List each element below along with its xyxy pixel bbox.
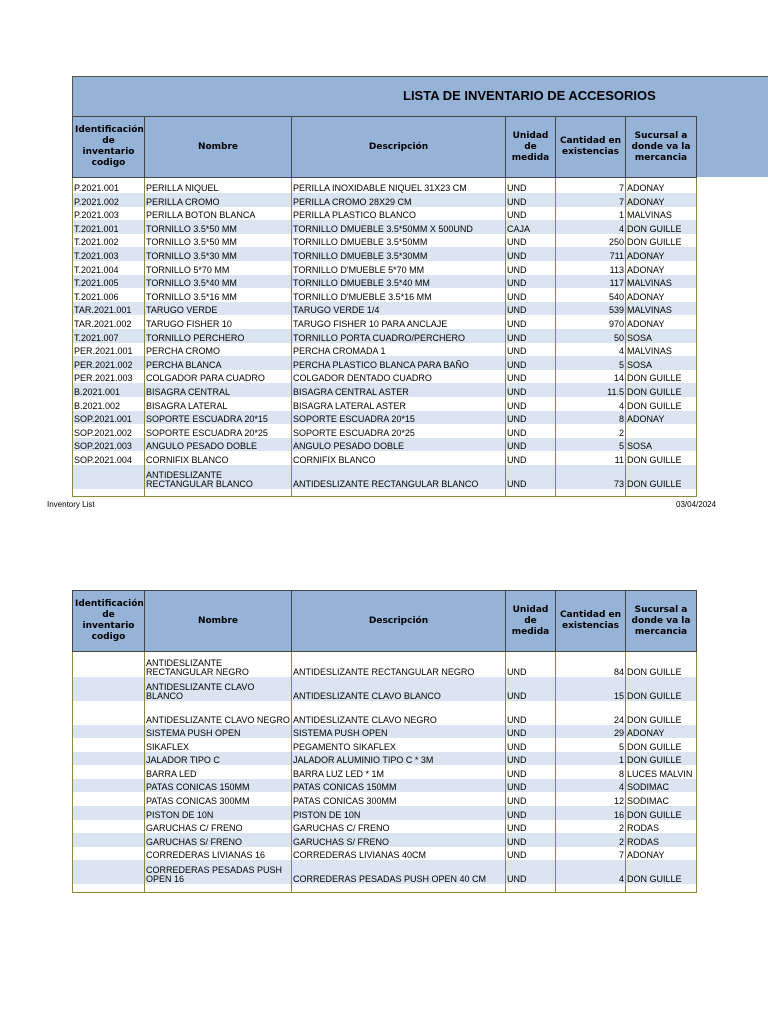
cell-cantidad: 4 — [556, 397, 626, 411]
cell-cantidad: 84 — [556, 653, 626, 677]
cell-sucursal: MALVINAS — [626, 207, 697, 221]
cell-descripcion: GARUCHAS S/ FRENO — [292, 833, 506, 847]
cell-descripcion: GARUCHAS C/ FRENO — [292, 820, 506, 834]
header-cantidad: Cantidad en existencias — [556, 591, 626, 652]
header-nombre: Nombre — [145, 591, 292, 652]
cell-sucursal: DON GUILLE — [626, 752, 697, 766]
end-cell — [73, 884, 145, 892]
cell-codigo: PER.2021.003 — [73, 370, 145, 384]
cell-unidad: UND — [506, 847, 556, 861]
table-row — [73, 765, 697, 779]
cell-nombre: SIKAFLEX — [145, 738, 292, 752]
cell-nombre: TARUGO VERDE — [145, 302, 292, 316]
cell-sucursal: ADONAY — [626, 261, 697, 275]
header-nombre: Nombre — [145, 117, 292, 178]
footer-date: 03/04/2024 — [676, 500, 717, 509]
cell-cantidad: 7 — [556, 193, 626, 207]
cell-sucursal: SOSA — [626, 356, 697, 370]
cell-codigo: T.2021.007 — [73, 329, 145, 343]
cell-sucursal: RODAS — [626, 820, 697, 834]
table-row — [73, 356, 697, 370]
cell-sucursal: ADONAY — [626, 315, 697, 329]
cell-unidad: UND — [506, 180, 556, 194]
cell-nombre: PISTON DE 10N — [145, 806, 292, 820]
cell-sucursal: MALVINAS — [626, 302, 697, 316]
end-cell — [292, 489, 506, 497]
cell-cantidad: 8 — [556, 765, 626, 779]
table-row — [73, 752, 697, 766]
cell-descripcion: PATAS CONICAS 300MM — [292, 792, 506, 806]
cell-sucursal: DON GUILLE — [626, 860, 697, 884]
cell-sucursal: MALVINAS — [626, 343, 697, 357]
cell-cantidad: 73 — [556, 465, 626, 489]
cell-descripcion: TORNILLO D'MUEBLE 5*70 MM — [292, 261, 506, 275]
cell-nombre: BARRA LED — [145, 765, 292, 779]
cell-cantidad: 2 — [556, 820, 626, 834]
end-cell — [145, 884, 292, 892]
cell-codigo — [73, 677, 145, 701]
table-row — [73, 820, 697, 834]
cell-sucursal: DON GUILLE — [626, 383, 697, 397]
cell-unidad: UND — [506, 356, 556, 370]
cell-nombre: CORREDERAS LIVIANAS 16 — [145, 847, 292, 861]
end-cell — [145, 489, 292, 497]
cell-codigo: SOP.2021.001 — [73, 411, 145, 425]
cell-codigo: SOP.2021.003 — [73, 438, 145, 452]
cell-sucursal: ADONAY — [626, 847, 697, 861]
cell-nombre: ANTIDESLIZANTE CLAVO BLANCO — [145, 677, 292, 701]
cell-codigo — [73, 860, 145, 884]
cell-unidad: UND — [506, 247, 556, 261]
cell-codigo: B.2021.002 — [73, 397, 145, 411]
cell-cantidad: 4 — [556, 343, 626, 357]
cell-codigo — [73, 847, 145, 861]
cell-unidad: UND — [506, 779, 556, 793]
table-row — [73, 220, 697, 234]
table-row — [73, 779, 697, 793]
cell-unidad: UND — [506, 193, 556, 207]
cell-sucursal: ADONAY — [626, 193, 697, 207]
cell-cantidad: 16 — [556, 806, 626, 820]
cell-nombre: PERILLA NIQUEL — [145, 180, 292, 194]
cell-sucursal: LUCES MALVIN — [626, 765, 697, 779]
header-codigo: Identificación de inventario codigo — [73, 591, 145, 652]
cell-descripcion: PERCHA PLASTICO BLANCA PARA BAÑO — [292, 356, 506, 370]
cell-unidad: UND — [506, 302, 556, 316]
table-row — [73, 438, 697, 452]
cell-descripcion: COLGADOR DENTADO CUADRO — [292, 370, 506, 384]
cell-codigo: T.2021.002 — [73, 234, 145, 248]
cell-cantidad: 5 — [556, 738, 626, 752]
cell-codigo: TAR.2021.001 — [73, 302, 145, 316]
cell-codigo: SOP.2021.002 — [73, 424, 145, 438]
cell-nombre: TORNILLO 3.5*50 MM — [145, 220, 292, 234]
cell-descripcion: SISTEMA PUSH OPEN — [292, 725, 506, 739]
cell-sucursal: DON GUILLE — [626, 397, 697, 411]
table-row — [73, 725, 697, 739]
cell-nombre: TARUGO FISHER 10 — [145, 315, 292, 329]
cell-unidad: UND — [506, 329, 556, 343]
cell-sucursal: DON GUILLE — [626, 370, 697, 384]
cell-nombre: TORNILLO 5*70 MM — [145, 261, 292, 275]
footer-label: Inventory List — [47, 500, 95, 509]
cell-unidad: UND — [506, 411, 556, 425]
cell-sucursal: ADONAY — [626, 411, 697, 425]
cell-nombre: TORNILLO 3.5*40 MM — [145, 275, 292, 289]
cell-unidad: UND — [506, 860, 556, 884]
cell-descripcion: ANTIDESLIZANTE RECTANGULAR BLANCO — [292, 465, 506, 489]
cell-cantidad: 970 — [556, 315, 626, 329]
table-row — [73, 465, 697, 489]
cell-codigo: T.2021.003 — [73, 247, 145, 261]
table-row — [73, 411, 697, 425]
cell-nombre: COLGADOR PARA CUADRO — [145, 370, 292, 384]
end-cell — [556, 884, 626, 892]
cell-sucursal: DON GUILLE — [626, 220, 697, 234]
cell-unidad: UND — [506, 438, 556, 452]
end-row — [73, 884, 697, 892]
table-row — [73, 261, 697, 275]
cell-unidad: UND — [506, 451, 556, 465]
table-row — [73, 451, 697, 465]
cell-descripcion: BISAGRA CENTRAL ASTER — [292, 383, 506, 397]
cell-nombre: PERILLA BOTON BLANCA — [145, 207, 292, 221]
cell-codigo: T.2021.006 — [73, 288, 145, 302]
title-banner — [72, 76, 768, 116]
table-row — [73, 806, 697, 820]
table-row — [73, 193, 697, 207]
cell-cantidad: 2 — [556, 833, 626, 847]
cell-unidad: UND — [506, 765, 556, 779]
cell-nombre: ANTIDESLIZANTE RECTANGULAR NEGRO — [145, 653, 292, 677]
cell-codigo: B.2021.001 — [73, 383, 145, 397]
header-extension — [697, 115, 768, 177]
cell-nombre: CORREDERAS PESADAS PUSH OPEN 16 — [145, 860, 292, 884]
cell-descripcion: BARRA LUZ LED * 1M — [292, 765, 506, 779]
cell-descripcion: TARUGO VERDE 1/4 — [292, 302, 506, 316]
cell-sucursal: SOSA — [626, 329, 697, 343]
cell-cantidad: 24 — [556, 701, 626, 725]
cell-cantidad: 15 — [556, 677, 626, 701]
cell-cantidad: 117 — [556, 275, 626, 289]
cell-sucursal: DON GUILLE — [626, 738, 697, 752]
table-row — [73, 860, 697, 884]
cell-nombre: TORNILLO 3.5*30 MM — [145, 247, 292, 261]
cell-descripcion: TORNILLO DMUEBLE 3.5*40 MM — [292, 275, 506, 289]
cell-nombre: BISAGRA CENTRAL — [145, 383, 292, 397]
table-row — [73, 792, 697, 806]
cell-nombre: PATAS CONICAS 150MM — [145, 779, 292, 793]
header-unidad: Unidad de medida — [506, 117, 556, 178]
cell-unidad: UND — [506, 653, 556, 677]
cell-codigo — [73, 792, 145, 806]
cell-nombre: PATAS CONICAS 300MM — [145, 792, 292, 806]
cell-descripcion: TORNILLO D'MUEBLE 3.5*16 MM — [292, 288, 506, 302]
cell-sucursal: RODAS — [626, 833, 697, 847]
cell-descripcion: SOPORTE ESCUADRA 20*25 — [292, 424, 506, 438]
cell-codigo: P.2021.001 — [73, 180, 145, 194]
cell-nombre: TORNILLO 3.5*50 MM — [145, 234, 292, 248]
cell-descripcion: ANTIDESLIZANTE CLAVO BLANCO — [292, 677, 506, 701]
header-sucursal: Sucursal a donde va la mercancia — [626, 117, 697, 178]
cell-cantidad: 50 — [556, 329, 626, 343]
cell-unidad: UND — [506, 370, 556, 384]
cell-nombre: GARUCHAS C/ FRENO — [145, 820, 292, 834]
cell-unidad: UND — [506, 738, 556, 752]
cell-nombre: SOPORTE ESCUADRA 20*15 — [145, 411, 292, 425]
cell-codigo — [73, 779, 145, 793]
cell-unidad: UND — [506, 701, 556, 725]
end-cell — [292, 884, 506, 892]
cell-sucursal: SODIMAC — [626, 779, 697, 793]
cell-nombre: SOPORTE ESCUADRA 20*25 — [145, 424, 292, 438]
cell-unidad: UND — [506, 725, 556, 739]
cell-sucursal: DON GUILLE — [626, 653, 697, 677]
cell-codigo: T.2021.004 — [73, 261, 145, 275]
cell-cantidad: 4 — [556, 220, 626, 234]
cell-codigo: T.2021.001 — [73, 220, 145, 234]
cell-cantidad: 12 — [556, 792, 626, 806]
cell-sucursal: DON GUILLE — [626, 806, 697, 820]
table-row — [73, 288, 697, 302]
cell-descripcion: SOPORTE ESCUADRA 20*15 — [292, 411, 506, 425]
table-row — [73, 302, 697, 316]
cell-descripcion: TARUGO FISHER 10 PARA ANCLAJE — [292, 315, 506, 329]
cell-cantidad: 5 — [556, 356, 626, 370]
cell-descripcion: BISAGRA LATERAL ASTER — [292, 397, 506, 411]
cell-codigo — [73, 765, 145, 779]
cell-descripcion: ANGULO PESADO DOBLE — [292, 438, 506, 452]
table-row — [73, 677, 697, 701]
cell-descripcion: PERILLA PLASTICO BLANCO — [292, 207, 506, 221]
cell-sucursal: SODIMAC — [626, 792, 697, 806]
end-row — [73, 489, 697, 497]
table-row — [73, 343, 697, 357]
cell-cantidad: 2 — [556, 424, 626, 438]
cell-nombre: ANGULO PESADO DOBLE — [145, 438, 292, 452]
cell-codigo: SOP.2021.004 — [73, 451, 145, 465]
cell-codigo — [73, 752, 145, 766]
table-row — [73, 180, 697, 194]
cell-codigo — [73, 653, 145, 677]
cell-sucursal: MALVINAS — [626, 275, 697, 289]
cell-descripcion: PERILLA CROMO 28X29 CM — [292, 193, 506, 207]
cell-cantidad: 4 — [556, 779, 626, 793]
cell-nombre: GARUCHAS S/ FRENO — [145, 833, 292, 847]
table-row — [73, 738, 697, 752]
table-row — [73, 370, 697, 384]
header-descripcion: Descripción — [292, 591, 506, 652]
cell-nombre: SISTEMA PUSH OPEN — [145, 725, 292, 739]
cell-descripcion: PATAS CONICAS 150MM — [292, 779, 506, 793]
cell-nombre: TORNILLO PERCHERO — [145, 329, 292, 343]
cell-cantidad: 4 — [556, 860, 626, 884]
cell-codigo: TAR.2021.002 — [73, 315, 145, 329]
cell-unidad: UND — [506, 207, 556, 221]
cell-cantidad: 7 — [556, 180, 626, 194]
cell-descripcion: TORNILLO PORTA CUADRO/PERCHERO — [292, 329, 506, 343]
table-row — [73, 234, 697, 248]
table-row — [73, 247, 697, 261]
cell-unidad: UND — [506, 343, 556, 357]
cell-cantidad: 29 — [556, 725, 626, 739]
cell-codigo — [73, 725, 145, 739]
end-cell — [556, 489, 626, 497]
header-unidad: Unidad de medida — [506, 591, 556, 652]
cell-codigo: P.2021.002 — [73, 193, 145, 207]
cell-sucursal: DON GUILLE — [626, 701, 697, 725]
cell-codigo: P.2021.003 — [73, 207, 145, 221]
end-cell — [626, 884, 697, 892]
cell-nombre: PERCHA BLANCA — [145, 356, 292, 370]
end-cell — [506, 489, 556, 497]
cell-unidad: UND — [506, 792, 556, 806]
cell-unidad: UND — [506, 465, 556, 489]
header-row — [73, 117, 697, 178]
cell-codigo — [73, 701, 145, 725]
cell-unidad: UND — [506, 752, 556, 766]
cell-cantidad: 5 — [556, 438, 626, 452]
end-cell — [626, 489, 697, 497]
cell-codigo — [73, 465, 145, 489]
cell-sucursal — [626, 424, 697, 438]
table-row — [73, 329, 697, 343]
table-row — [73, 833, 697, 847]
end-cell — [73, 489, 145, 497]
cell-cantidad: 711 — [556, 247, 626, 261]
cell-cantidad: 539 — [556, 302, 626, 316]
cell-sucursal: DON GUILLE — [626, 234, 697, 248]
cell-descripcion: ANTIDESLIZANTE RECTANGULAR NEGRO — [292, 653, 506, 677]
cell-nombre: ANTIDESLIZANTE CLAVO NEGRO — [145, 701, 292, 725]
cell-descripcion: TORNILLO DMUEBLE 3.5*50MM — [292, 234, 506, 248]
cell-codigo — [73, 806, 145, 820]
cell-sucursal: ADONAY — [626, 725, 697, 739]
cell-descripcion: PERILLA INOXIDABLE NIQUEL 31X23 CM — [292, 180, 506, 194]
cell-unidad: UND — [506, 397, 556, 411]
cell-sucursal: DON GUILLE — [626, 465, 697, 489]
cell-unidad: UND — [506, 261, 556, 275]
header-cantidad: Cantidad en existencias — [556, 117, 626, 178]
cell-cantidad: 540 — [556, 288, 626, 302]
cell-unidad: UND — [506, 288, 556, 302]
table-row — [73, 701, 697, 725]
end-cell — [506, 884, 556, 892]
cell-codigo — [73, 833, 145, 847]
cell-nombre: ANTIDESLIZANTE RECTANGULAR BLANCO — [145, 465, 292, 489]
cell-cantidad: 11.5 — [556, 383, 626, 397]
table-row — [73, 653, 697, 677]
cell-descripcion: ANTIDESLIZANTE CLAVO NEGRO — [292, 701, 506, 725]
cell-unidad: UND — [506, 677, 556, 701]
cell-codigo: PER.2021.001 — [73, 343, 145, 357]
cell-unidad: UND — [506, 275, 556, 289]
cell-cantidad: 11 — [556, 451, 626, 465]
table-row — [73, 207, 697, 221]
table-row — [73, 847, 697, 861]
table-row — [73, 397, 697, 411]
table-row — [73, 424, 697, 438]
cell-unidad: UND — [506, 820, 556, 834]
cell-unidad: UND — [506, 424, 556, 438]
header-row — [73, 591, 697, 652]
cell-unidad: UND — [506, 833, 556, 847]
cell-descripcion: PISTON DE 10N — [292, 806, 506, 820]
cell-codigo: T.2021.005 — [73, 275, 145, 289]
cell-descripcion: JALADOR ALUMINIO TIPO C * 3M — [292, 752, 506, 766]
cell-unidad: UND — [506, 383, 556, 397]
cell-descripcion: TORNILLO DMUEBLE 3.5*30MM — [292, 247, 506, 261]
cell-cantidad: 113 — [556, 261, 626, 275]
cell-sucursal: DON GUILLE — [626, 451, 697, 465]
cell-sucursal: SOSA — [626, 438, 697, 452]
cell-unidad: UND — [506, 234, 556, 248]
cell-sucursal: ADONAY — [626, 180, 697, 194]
cell-nombre: PERILLA CROMO — [145, 193, 292, 207]
page-title: LISTA DE INVENTARIO DE ACCESORIOS — [403, 88, 656, 103]
cell-unidad: UND — [506, 315, 556, 329]
cell-unidad: UND — [506, 806, 556, 820]
cell-codigo: PER.2021.002 — [73, 356, 145, 370]
cell-cantidad: 7 — [556, 847, 626, 861]
cell-descripcion: PERCHA CROMADA 1 — [292, 343, 506, 357]
cell-descripcion: CORREDERAS PESADAS PUSH OPEN 40 CM — [292, 860, 506, 884]
cell-sucursal: ADONAY — [626, 288, 697, 302]
table-row — [73, 383, 697, 397]
cell-nombre: CORNIFIX BLANCO — [145, 451, 292, 465]
cell-cantidad: 1 — [556, 207, 626, 221]
inventory-table-1 — [72, 116, 697, 497]
cell-codigo — [73, 820, 145, 834]
header-codigo: Identificación de inventario codigo — [73, 117, 145, 178]
table-row — [73, 275, 697, 289]
inventory-table-2 — [72, 590, 697, 893]
header-sucursal: Sucursal a donde va la mercancia — [626, 591, 697, 652]
cell-nombre: PERCHA CROMO — [145, 343, 292, 357]
cell-unidad: CAJA — [506, 220, 556, 234]
cell-descripcion: CORREDERAS LIVIANAS 40CM — [292, 847, 506, 861]
cell-codigo — [73, 738, 145, 752]
cell-cantidad: 1 — [556, 752, 626, 766]
cell-descripcion: PEGAMENTO SIKAFLEX — [292, 738, 506, 752]
cell-sucursal: DON GUILLE — [626, 677, 697, 701]
cell-nombre: TORNILLO 3.5*16 MM — [145, 288, 292, 302]
cell-cantidad: 8 — [556, 411, 626, 425]
cell-descripcion: TORNILLO DMUEBLE 3.5*50MM X 500UND — [292, 220, 506, 234]
cell-cantidad: 250 — [556, 234, 626, 248]
header-descripcion: Descripción — [292, 117, 506, 178]
cell-nombre: JALADOR TIPO C — [145, 752, 292, 766]
table-row — [73, 315, 697, 329]
cell-cantidad: 14 — [556, 370, 626, 384]
cell-nombre: BISAGRA LATERAL — [145, 397, 292, 411]
cell-sucursal: ADONAY — [626, 247, 697, 261]
cell-descripcion: CORNIFIX BLANCO — [292, 451, 506, 465]
